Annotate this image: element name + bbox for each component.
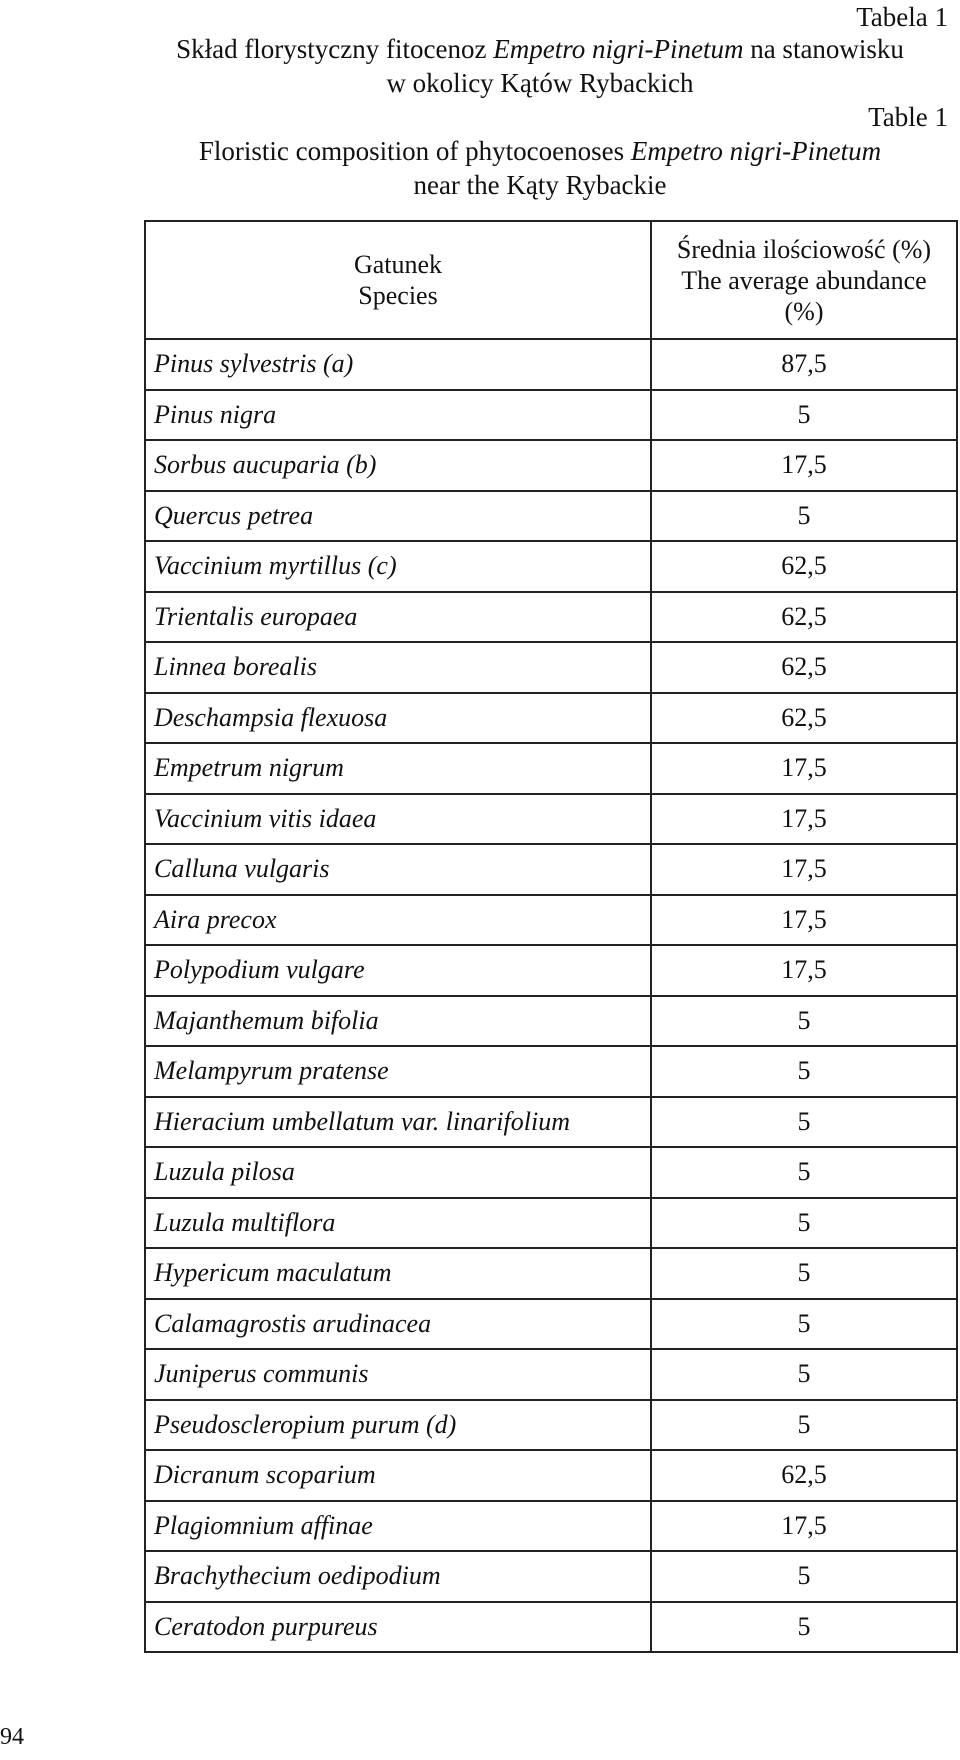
- species-name: Majanthemum bifolia: [145, 996, 651, 1047]
- species-name: Trientalis europaea: [145, 592, 651, 643]
- species-name: Dicranum scoparium: [145, 1450, 651, 1501]
- abundance-value: 5: [651, 1248, 957, 1299]
- title-pl-suffix: na stanowisku: [743, 34, 904, 64]
- species-name: Melampyrum pratense: [145, 1046, 651, 1097]
- abundance-value: 62,5: [651, 642, 957, 693]
- table-title-en-line2: near the Kąty Rybackie: [413, 170, 667, 200]
- table-row: [145, 1046, 957, 1097]
- species-name: Hieracium umbellatum var. linarifolium: [145, 1097, 651, 1148]
- abundance-value: 62,5: [651, 541, 957, 592]
- abundance-value: 5: [651, 1046, 957, 1097]
- abundance-value: 5: [651, 390, 957, 441]
- species-name: Pinus sylvestris (a): [145, 339, 651, 390]
- abundance-value: 62,5: [651, 693, 957, 744]
- species-table: [144, 220, 958, 1653]
- abundance-value: 17,5: [651, 440, 957, 491]
- species-name: Plagiomnium affinae: [145, 1501, 651, 1552]
- table-row: [145, 794, 957, 845]
- abundance-value: 5: [651, 1400, 957, 1451]
- species-name: Polypodium vulgare: [145, 945, 651, 996]
- page-number: 94: [0, 1724, 24, 1750]
- table-title-en-line1: [130, 134, 950, 168]
- table-row: [145, 895, 957, 946]
- abundance-value: 5: [651, 1551, 957, 1602]
- table-row: [145, 1097, 957, 1148]
- table-row: [145, 491, 957, 542]
- table-body: [145, 339, 957, 1652]
- table-row: [145, 1400, 957, 1451]
- table-row: [145, 440, 957, 491]
- header-abundance: [651, 221, 957, 339]
- table-row: [145, 945, 957, 996]
- table-row: [145, 1198, 957, 1249]
- table-row: [145, 390, 957, 441]
- table-row: [145, 1299, 957, 1350]
- table-row: [145, 339, 957, 390]
- table-row: [145, 1501, 957, 1552]
- table-row: [145, 1450, 957, 1501]
- species-name: Ceratodon purpureus: [145, 1602, 651, 1653]
- table-row: [145, 642, 957, 693]
- abundance-value: 5: [651, 1147, 957, 1198]
- title-pl-association: Empetro nigri-Pinetum: [493, 34, 744, 64]
- table-row: [145, 844, 957, 895]
- species-name: Brachythecium oedipodium: [145, 1551, 651, 1602]
- table-row: [145, 1551, 957, 1602]
- abundance-value: 17,5: [651, 794, 957, 845]
- abundance-value: 87,5: [651, 339, 957, 390]
- table-row: [145, 592, 957, 643]
- species-name: Luzula multiflora: [145, 1198, 651, 1249]
- table-title-pl-line1: [120, 32, 960, 66]
- title-pl-prefix: Skład florystyczny fitocenoz: [176, 34, 494, 64]
- header-species-en: Species: [358, 281, 438, 310]
- abundance-value: 17,5: [651, 945, 957, 996]
- abundance-value: 62,5: [651, 1450, 957, 1501]
- table-row: [145, 1248, 957, 1299]
- species-name: Hypericum maculatum: [145, 1248, 651, 1299]
- table-label-en: Table 1: [868, 102, 948, 132]
- table-header-row: [145, 221, 957, 339]
- table-row: [145, 1349, 957, 1400]
- species-name: Sorbus aucuparia (b): [145, 440, 651, 491]
- abundance-value: 5: [651, 1097, 957, 1148]
- header-abundance-unit: (%): [784, 296, 824, 326]
- abundance-value: 5: [651, 1299, 957, 1350]
- table-row: [145, 1147, 957, 1198]
- abundance-value: 17,5: [651, 1501, 957, 1552]
- species-name: Luzula pilosa: [145, 1147, 651, 1198]
- abundance-value: 17,5: [651, 844, 957, 895]
- table-title-en: [130, 134, 950, 202]
- species-name: Juniperus communis: [145, 1349, 651, 1400]
- species-name: Aira precox: [145, 895, 651, 946]
- abundance-value: 17,5: [651, 743, 957, 794]
- species-name: Pseudoscleropium purum (d): [145, 1400, 651, 1451]
- table-row: [145, 541, 957, 592]
- species-name: Vaccinium vitis idaea: [145, 794, 651, 845]
- species-name: Vaccinium myrtillus (c): [145, 541, 651, 592]
- abundance-value: 62,5: [651, 592, 957, 643]
- abundance-value: 5: [651, 996, 957, 1047]
- abundance-value: 5: [651, 1198, 957, 1249]
- table-row: [145, 693, 957, 744]
- table-label-pl: Tabela 1: [856, 2, 948, 32]
- table-title-pl: [120, 32, 960, 100]
- table-row: [145, 1602, 957, 1653]
- table-row: [145, 743, 957, 794]
- abundance-value: 5: [651, 491, 957, 542]
- table-title-pl-line2: w okolicy Kątów Rybackich: [386, 68, 694, 98]
- header-species-pl: Gatunek: [353, 250, 443, 279]
- species-name: Calluna vulgaris: [145, 844, 651, 895]
- title-en-prefix: Floristic composition of phytocoenoses: [198, 136, 631, 166]
- abundance-value: 5: [651, 1349, 957, 1400]
- header-abundance-en: The average abundance: [681, 265, 927, 295]
- header-abundance-pl: Średnia ilościowość (%): [676, 234, 932, 264]
- species-name: Pinus nigra: [145, 390, 651, 441]
- species-name: Calamagrostis arudinacea: [145, 1299, 651, 1350]
- species-name: Quercus petrea: [145, 491, 651, 542]
- species-name: Empetrum nigrum: [145, 743, 651, 794]
- title-en-association: Empetro nigri-Pinetum: [630, 136, 882, 166]
- abundance-value: 17,5: [651, 895, 957, 946]
- species-name: Deschampsia flexuosa: [145, 693, 651, 744]
- header-species: [145, 221, 651, 339]
- species-name: Linnea borealis: [145, 642, 651, 693]
- abundance-value: 5: [651, 1602, 957, 1653]
- table-row: [145, 996, 957, 1047]
